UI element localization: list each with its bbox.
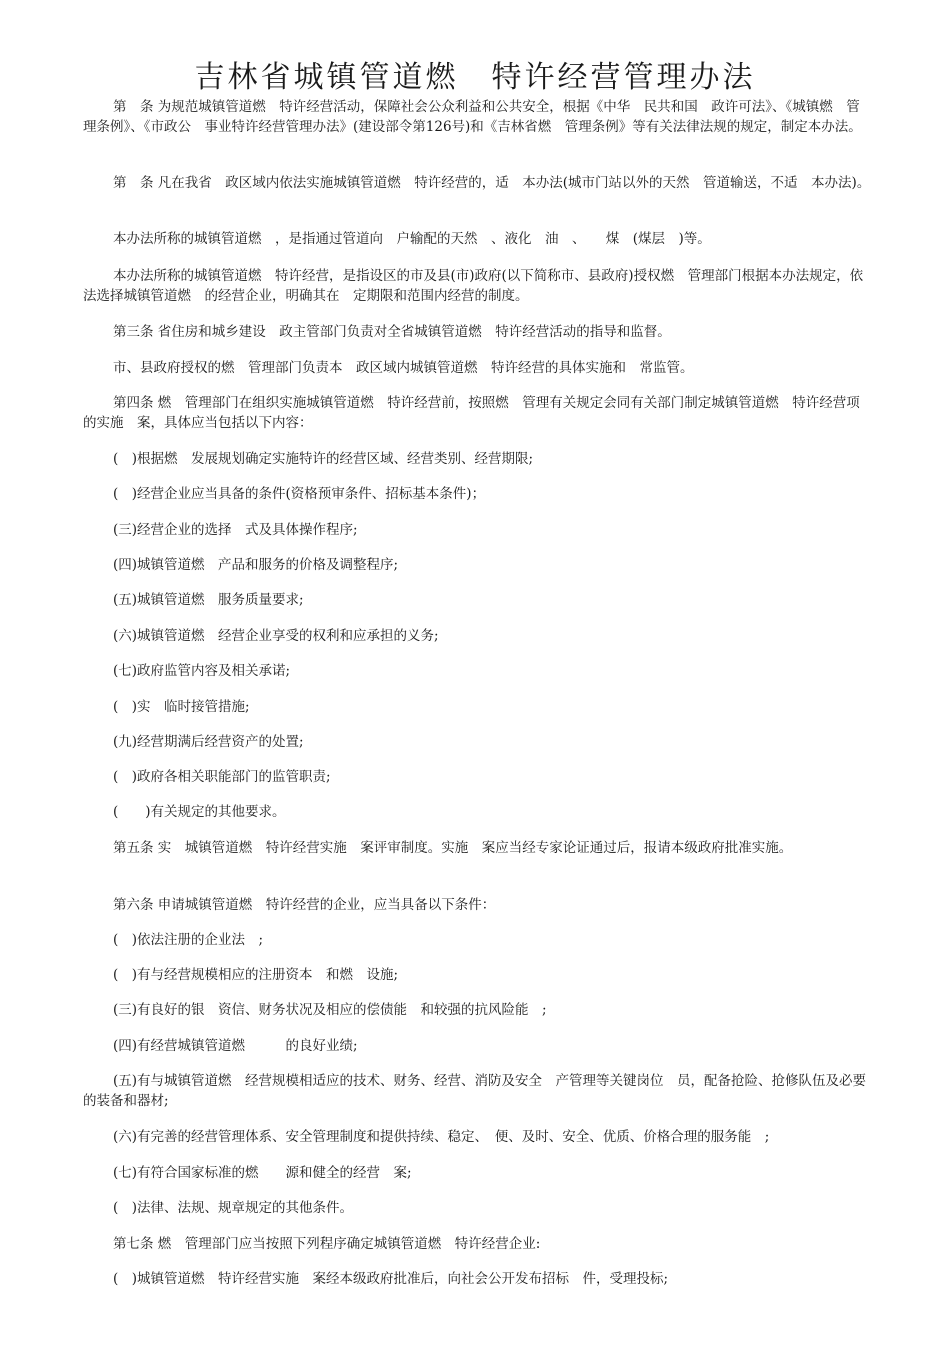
list-item: ( )政府各相关职能部门的监管职责; bbox=[113, 769, 331, 785]
list-item: ( )依法注册的企业法 ; bbox=[113, 932, 264, 948]
city-county-paragraph: 市、县政府授权的燃 管理部门负责本 政区域内城镇管道燃 特许经营的具体实施和 常监管。 bbox=[113, 360, 694, 376]
article-6-paragraph: 第六条 申请城镇管道燃 特许经营的企业，应当具备以下条件： bbox=[113, 897, 496, 913]
article-1-paragraph: 第 条 为规范城镇管道燃 特许经营活动，保障社会公众利益和公共安全，根据《中华 民共和国 政许可法》、《城镇燃 管理条例》、《市政公 事业特许经营管理办法》(建设部令第126号)和《吉林省燃 管理条例》等有关法律法规的规定，制定本办法。 bbox=[83, 99, 862, 135]
list-item: (五)城镇管道燃 服务质量要求; bbox=[113, 592, 304, 608]
list-item: (四)城镇管道燃 产品和服务的价格及调整程序; bbox=[113, 557, 399, 573]
document-title: 吉林省城镇管道燃 特许经营管理办法 bbox=[194, 60, 756, 96]
list-item: ( )经营企业应当具备的条件(资格预审条件、招标基本条件)； bbox=[113, 486, 486, 502]
list-item: ( )根据燃 发展规划确定实施特许的经营区域、经营类别、经营期限; bbox=[113, 451, 534, 467]
article-4-paragraph: 第四条 燃 管理部门在组织实施城镇管道燃 特许经营前，按照燃 管理有关规定会同有关部门制定城镇管道燃 特许经营项 的实施 案，具体应当包括以下内容： bbox=[83, 395, 874, 431]
article-7-paragraph: 第七条 燃 管理部门应当按照下列程序确定城镇管道燃 特许经营企业: bbox=[113, 1236, 541, 1252]
list-item: (七)政府监管内容及相关承诺; bbox=[113, 663, 291, 679]
list-item: ( )有与经营规模相应的注册资本 和燃 设施; bbox=[113, 967, 399, 983]
list-item: (三)经营企业的选择 式及具体操作程序; bbox=[113, 522, 358, 538]
article-3-paragraph: 第三条 省住房和城乡建设 政主管部门负责对全省城镇管道燃 特许经营活动的指导和监督。 bbox=[113, 324, 671, 340]
list-item: (六)城镇管道燃 经营企业享受的权利和应承担的义务; bbox=[113, 628, 439, 644]
list-item: (六)有完善的经营管理体系、安全管理制度和提供持续、稳定、 便、及时、安全、优质、价格合理的服务能 ; bbox=[113, 1129, 770, 1145]
list-item: ( )城镇管道燃 特许经营实施 案经本级政府批准后，向社会公开发布招标 件，受理投标; bbox=[113, 1271, 669, 1287]
definition-franchise-paragraph: 本办法所称的城镇管道燃 特许经营，是指设区的市及县(市)政府(以下简称市、县政府)授权燃 管理部门根据本办法规定，依法选择城镇管道燃 的经营企业，明确其在 定期限和范围内经营的制度。 bbox=[83, 268, 864, 304]
list-item: ( )有关规定的其他要求。 bbox=[113, 804, 286, 820]
list-item: ( )法律、法规、规章规定的其他条件。 bbox=[113, 1200, 354, 1216]
list-item: (四)有经营城镇管道燃 的良好业绩; bbox=[113, 1038, 358, 1054]
list-item: (五)有与城镇管道燃 经营规模相适应的技术、财务、经营、消防及安全 产管理等关键岗位 员，配备抢险、抢修队伍及必要的装备和器材; bbox=[83, 1073, 867, 1109]
list-item: (九)经营期满后经营资产的处置; bbox=[113, 734, 304, 750]
list-item: ( )实 临时接管措施; bbox=[113, 699, 250, 715]
list-item: (七)有符合国家标准的燃 源和健全的经营 案; bbox=[113, 1165, 412, 1181]
article-2-paragraph: 第 条 凡在我省 政区域内依法实施城镇管道燃 特许经营的，适 本办法(城市门站以外的天然 管道输送，不适 本办法)。 bbox=[113, 175, 871, 191]
list-item: (三)有良好的银 资信、财务状况及相应的偿债能 和较强的抗风险能 ; bbox=[113, 1002, 547, 1018]
definition-gas-paragraph: 本办法所称的城镇管道燃 ，是指通过管道向 户输配的天然 、液化 油 、 煤 (煤层 )等。 bbox=[113, 231, 711, 247]
article-5-paragraph: 第五条 实 城镇管道燃 特许经营实施 案评审制度。实施 案应当经专家论证通过后，报请本级政府批准实施。 bbox=[113, 840, 793, 856]
